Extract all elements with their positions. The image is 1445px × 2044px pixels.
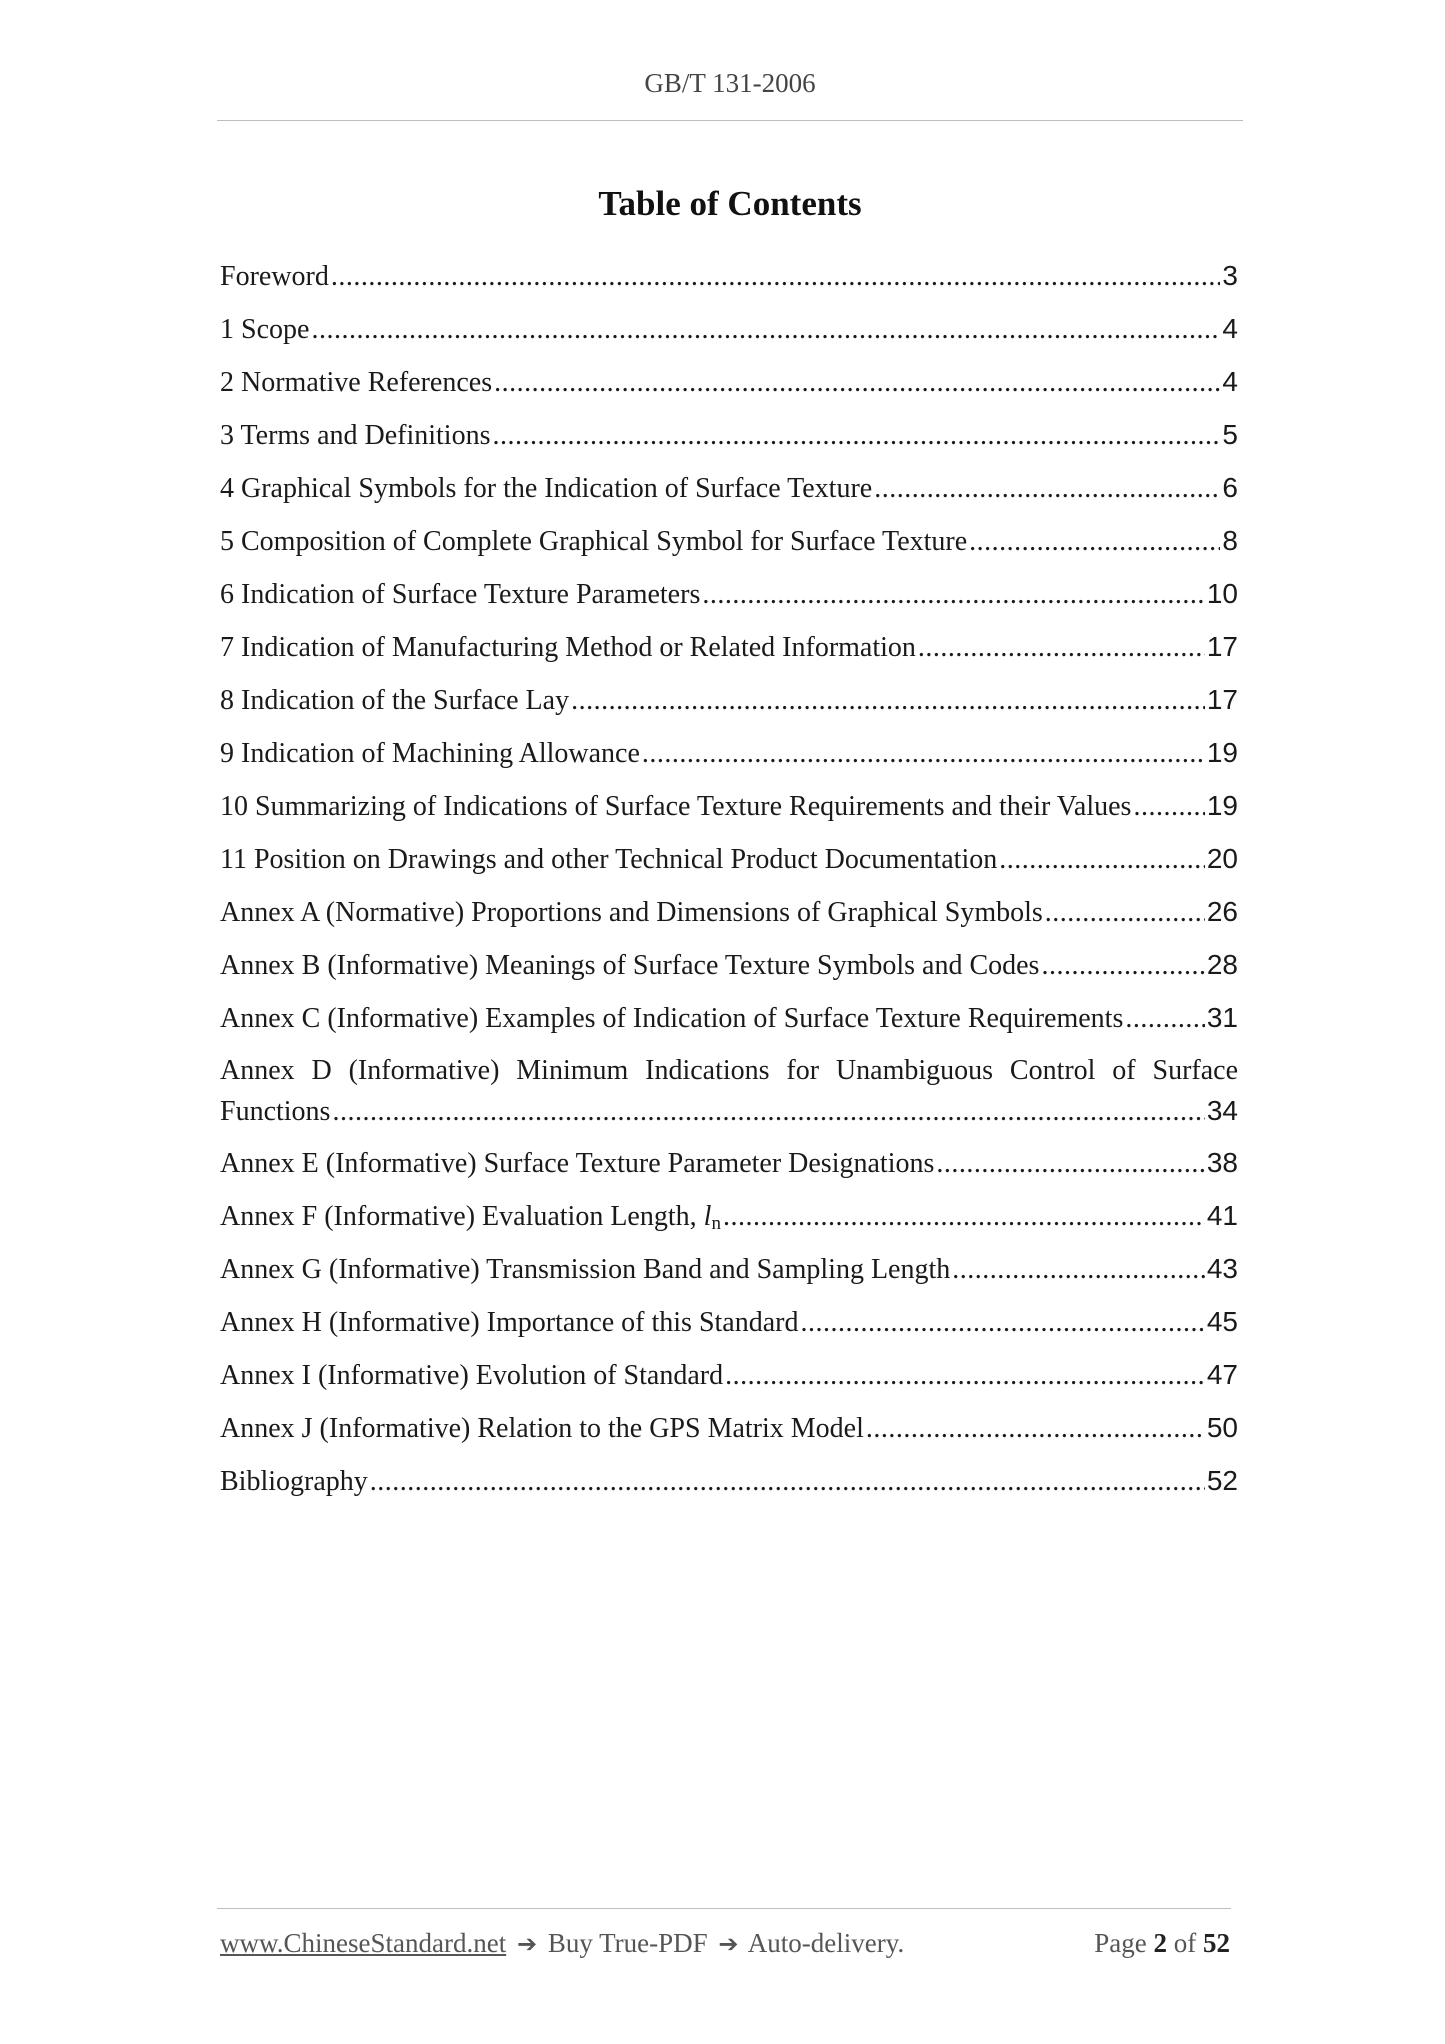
toc-entry-graphical-symbols[interactable]: [220, 468, 1238, 521]
toc-entry-annex-j[interactable]: [220, 1408, 1238, 1461]
toc-entry-annex-i[interactable]: [220, 1355, 1238, 1408]
toc-label: 3 Terms and Definitions: [220, 420, 491, 451]
toc-page-number: 45: [1206, 1306, 1238, 1337]
toc-page-number: 19: [1206, 790, 1238, 821]
page-indicator: [1094, 1928, 1230, 1959]
arrow-right-icon: ➔: [516, 1930, 538, 1958]
toc-label: 2 Normative References: [220, 367, 493, 398]
toc-entry-manufacturing-method[interactable]: [220, 627, 1238, 680]
leader-dots: [800, 1303, 1204, 1343]
toc-label: 11 Position on Drawings and other Technical Product Documentation: [220, 844, 998, 875]
toc-entry-bibliography[interactable]: [220, 1461, 1238, 1514]
leader-dots: [1041, 946, 1204, 986]
toc-label: 9 Indication of Machining Allowance: [220, 738, 640, 769]
toc-page-number: 4: [1222, 313, 1238, 344]
toc-page-number: 19: [1206, 737, 1238, 768]
toc-label: 6 Indication of Surface Texture Parameters: [220, 579, 701, 610]
toc-page-number: 20: [1206, 843, 1238, 874]
leader-dots: [311, 310, 1220, 350]
leader-dots: [723, 1197, 1205, 1237]
toc-page-number: 6: [1222, 472, 1238, 503]
footer-promo: [220, 1928, 904, 1959]
toc-label: Annex C (Informative) Examples of Indication of Surface Texture Requirements: [220, 1003, 1124, 1034]
toc-page-number: 52: [1206, 1465, 1238, 1496]
toc-page-number: 31: [1206, 1002, 1238, 1033]
toc-page-number: 34: [1206, 1095, 1238, 1126]
leader-dots: [969, 522, 1220, 562]
toc-page-number: 41: [1206, 1200, 1238, 1231]
leader-dots: [642, 734, 1205, 774]
toc-page-number: 47: [1206, 1359, 1238, 1390]
toc-entry-annex-a[interactable]: [220, 892, 1238, 945]
toc-label: Annex I (Informative) Evolution of Standard: [220, 1360, 724, 1391]
leader-dots: [725, 1356, 1205, 1396]
header-divider: [217, 120, 1243, 121]
toc-label-prefix: Annex F (Informative) Evaluation Length,: [220, 1201, 704, 1232]
buy-true-pdf-text: Buy True-PDF: [547, 1928, 708, 1958]
toc-entry-annex-b[interactable]: [220, 945, 1238, 998]
toc-entry-composition[interactable]: [220, 521, 1238, 574]
footer-divider: [217, 1908, 1231, 1909]
leader-dots: [874, 469, 1220, 509]
toc-label: Functions: [220, 1096, 331, 1127]
leader-dots: [999, 840, 1205, 880]
toc-page-number: 50: [1206, 1412, 1238, 1443]
toc-entry-scope[interactable]: [220, 309, 1238, 362]
arrow-right-icon: ➔: [718, 1930, 739, 1958]
toc-label: 4 Graphical Symbols for the Indication of Surface Texture: [220, 473, 873, 504]
leader-dots: [918, 628, 1205, 668]
leader-dots: [332, 1092, 1204, 1132]
leader-dots: [370, 1462, 1205, 1502]
toc-label: 1 Scope: [220, 314, 310, 345]
toc-entry-position-on-drawings[interactable]: [220, 839, 1238, 892]
toc-label: [220, 1197, 721, 1244]
running-header: GB/T 131-2006: [644, 68, 816, 98]
toc-label: 8 Indication of the Surface Lay: [220, 685, 570, 716]
toc-entry-foreword[interactable]: [220, 256, 1238, 309]
toc-entry-annex-h[interactable]: [220, 1302, 1238, 1355]
toc-entry-summarizing[interactable]: [220, 786, 1238, 839]
leader-dots: [331, 257, 1221, 297]
toc-entry-terms-definitions[interactable]: [220, 415, 1238, 468]
page-total: 52: [1203, 1928, 1230, 1958]
toc-entry-annex-d[interactable]: [220, 1051, 1238, 1143]
toc-label: Annex A (Normative) Proportions and Dimensions of Graphical Symbols: [220, 897, 1043, 928]
auto-delivery-text: Auto-delivery.: [747, 1928, 905, 1958]
toc-entry-annex-c[interactable]: [220, 998, 1238, 1051]
toc-entry-annex-e[interactable]: [220, 1143, 1238, 1196]
toc-page-number: 8: [1222, 525, 1238, 556]
leader-dots: [952, 1250, 1205, 1290]
toc-page-number: 3: [1222, 260, 1238, 291]
toc-label: Annex E (Informative) Surface Texture Parameter Designations: [220, 1148, 935, 1179]
toc-label: Annex J (Informative) Relation to the GPS Matrix Model: [220, 1413, 864, 1444]
page-current: 2: [1153, 1928, 1167, 1958]
website-link[interactable]: www.ChineseStandard.net: [220, 1928, 507, 1958]
toc-label-line2-row: [220, 1091, 1238, 1131]
toc-label: Annex H (Informative) Importance of this Standard: [220, 1307, 799, 1338]
toc-label: 10 Summarizing of Indications of Surface Texture Requirements and their Values: [220, 791, 1132, 822]
toc-entry-normative-references[interactable]: [220, 362, 1238, 415]
toc-page-number: 17: [1206, 631, 1238, 662]
leader-dots: [866, 1409, 1205, 1449]
page-word: Page: [1094, 1928, 1147, 1958]
page-title: Table of Contents: [598, 184, 862, 223]
leader-dots: [494, 363, 1220, 403]
page-footer: [220, 1928, 1230, 1959]
leader-dots: [1125, 999, 1205, 1039]
toc-page-number: 17: [1206, 684, 1238, 715]
toc-page-number: 10: [1206, 578, 1238, 609]
toc-label: 7 Indication of Manufacturing Method or Related Information: [220, 632, 916, 663]
leader-dots: [936, 1144, 1204, 1184]
toc-label: Bibliography: [220, 1466, 368, 1497]
toc-label-line1: Annex D (Informative) Minimum Indications for Unambiguous Control of Surface: [220, 1055, 1238, 1086]
table-of-contents: [220, 256, 1238, 1514]
toc-page-number: 43: [1206, 1253, 1238, 1284]
leader-dots: [1045, 893, 1205, 933]
toc-page-number: 28: [1206, 949, 1238, 980]
toc-label: 5 Composition of Complete Graphical Symbol for Surface Texture: [220, 526, 968, 557]
toc-entry-annex-g[interactable]: [220, 1249, 1238, 1302]
page-of-word: of: [1173, 1928, 1197, 1958]
toc-page-number: 5: [1222, 419, 1238, 450]
toc-label: Annex G (Informative) Transmission Band and Sampling Length: [220, 1254, 951, 1285]
evaluation-length-symbol: l: [703, 1201, 712, 1232]
toc-entry-parameters[interactable]: [220, 574, 1238, 627]
toc-entry-machining-allowance[interactable]: [220, 733, 1238, 786]
evaluation-length-subscript: n: [711, 1213, 721, 1234]
toc-page-number: 38: [1206, 1147, 1238, 1178]
leader-dots: [571, 681, 1205, 721]
toc-label: Annex B (Informative) Meanings of Surface Texture Symbols and Codes: [220, 950, 1040, 981]
toc-entry-surface-lay[interactable]: [220, 680, 1238, 733]
leader-dots: [492, 416, 1220, 456]
toc-entry-annex-f[interactable]: [220, 1196, 1238, 1249]
leader-dots: [702, 575, 1205, 615]
toc-label: Foreword: [220, 261, 329, 292]
leader-dots: [1133, 787, 1204, 827]
toc-page-number: 26: [1206, 896, 1238, 927]
toc-page-number: 4: [1222, 366, 1238, 397]
